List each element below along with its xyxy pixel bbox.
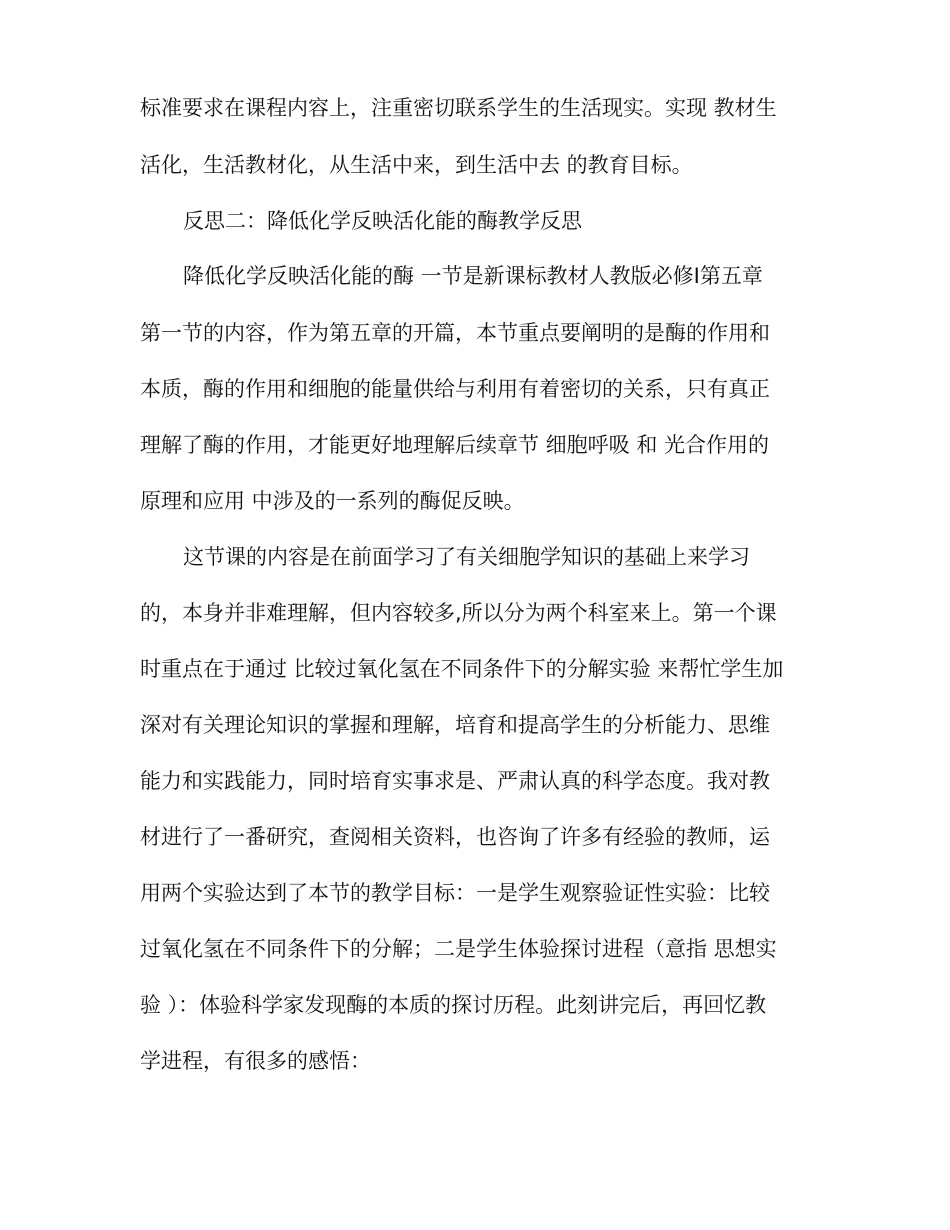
text-line: 验 ）：体验科学家发现酶的本质的探讨历程。此刻讲完后，再回忆教 <box>140 993 767 1017</box>
text-line: 用两个实验达到了本节的教学目标：一是学生观察验证性实验：比较 <box>140 881 770 905</box>
text-line: 过氧化氢在不同条件下的分解；二是学生体验探讨进程（意指 思想实 <box>140 937 777 961</box>
text-line: 时重点在于通过 比较过氧化氢在不同条件下的分解实验 来帮忙学生加 <box>140 657 784 681</box>
text-line: 学进程，有很多的感悟： <box>140 1049 371 1073</box>
text-line: 理解了酶的作用，才能更好地理解后续章节 细胞呼吸 和 光合作用的 <box>140 433 770 457</box>
text-line: 本质，酶的作用和细胞的能量供给与利用有着密切的关系，只有真正 <box>140 377 770 401</box>
text-line: 原理和应用 中涉及的一系列的酶促反映。 <box>140 489 525 513</box>
text-line: 的，本身并非难理解，但内容较多,所以分为两个科室来上。第一个课 <box>140 601 777 625</box>
text-line: 这节课的内容是在前面学习了有关细胞学知识的基础上来学习 <box>183 545 750 569</box>
text-line: 深对有关理论知识的掌握和理解，培育和提高学生的分析能力、思维 <box>140 713 770 737</box>
text-line: 标准要求在课程内容上，注重密切联系学生的生活现实。实现 教材生 <box>140 96 777 120</box>
section-heading: 反思二：降低化学反映活化能的酶教学反思 <box>183 209 582 233</box>
text-line: 降低化学反映活化能的酶 一节是新课标教材人教版必修Ⅰ第五章 <box>183 264 763 288</box>
text-line: 第一节的内容，作为第五章的开篇，本节重点要阐明的是酶的作用和 <box>140 321 770 345</box>
text-line: 材进行了一番研究，查阅相关资料，也咨询了许多有经验的教师，运 <box>140 825 770 849</box>
text-line: 活化，生活教材化，从生活中来，到生活中去 的教育目标。 <box>140 153 693 177</box>
text-line: 能力和实践能力，同时培育实事求是、严肃认真的科学态度。我对教 <box>140 769 770 793</box>
